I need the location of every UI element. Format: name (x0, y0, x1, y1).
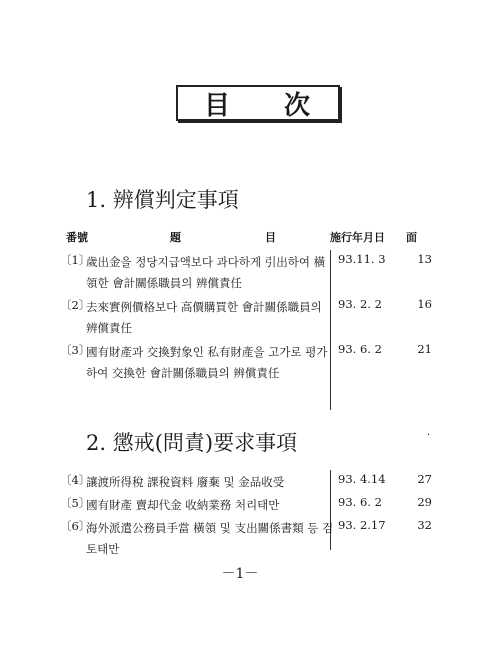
item-number: 〔1〕 (60, 253, 91, 267)
header-page: 面 (406, 231, 417, 244)
toc-title-box (176, 85, 340, 121)
item-title: 讓渡所得稅 課稅資料 廢棄 및 金品收受 (86, 475, 285, 489)
item-date: 93. 6. 2 (338, 495, 382, 509)
item-page: 32 (417, 518, 432, 532)
header-number: 番號 (66, 231, 88, 244)
item-page: 21 (417, 342, 432, 356)
item-title: 國有財產과 交換對象인 私有財產을 고가로 평가하여 交換한 會計關係職員의 辨償責任 (86, 345, 328, 380)
item-number: 〔6〕 (60, 519, 91, 533)
item-date: 93. 4.14 (338, 472, 386, 486)
section-1-title: 1. 辨償判定事項 (86, 188, 239, 212)
header-title-a: 題 (170, 231, 181, 244)
section-2-title: 2. 懲戒(問責)要求事項 (86, 431, 298, 455)
page-number: －1－ (221, 566, 259, 582)
header-title-b: 目 (265, 231, 276, 244)
item-page: 13 (417, 252, 432, 266)
toc-title-left: 目 (204, 90, 233, 121)
toc-title-right: 次 (283, 90, 312, 121)
item-number: 〔3〕 (60, 343, 91, 357)
item-page: 29 (417, 495, 432, 509)
item-date: 93.11. 3 (338, 252, 386, 266)
item-title: 國有財產 賣却代金 收納業務 처리태만 (86, 498, 280, 512)
item-number: 〔2〕 (60, 298, 91, 312)
item-date: 93. 2.17 (338, 518, 386, 532)
item-date: 93. 6. 2 (338, 342, 382, 356)
item-page: 16 (417, 297, 432, 311)
item-date: 93. 2. 2 (338, 297, 382, 311)
margin-mark: · (427, 430, 431, 441)
header-date: 施行年月日 (330, 231, 385, 244)
item-page: 27 (417, 472, 432, 486)
item-number: 〔4〕 (60, 473, 91, 487)
item-title: 去來實例價格보다 高價購買한 會計關係職員의 辨償責任 (86, 300, 322, 335)
item-title: 海外派遣公務員手當 橫領 및 支出關係書類 등 검토태만 (86, 521, 334, 556)
item-number: 〔5〕 (60, 496, 91, 510)
table-header (60, 229, 440, 245)
item-title: 歲出金을 정당지급액보다 과다하게 引出하여 橫領한 會計關係職員의 辨償責任 (86, 255, 326, 290)
